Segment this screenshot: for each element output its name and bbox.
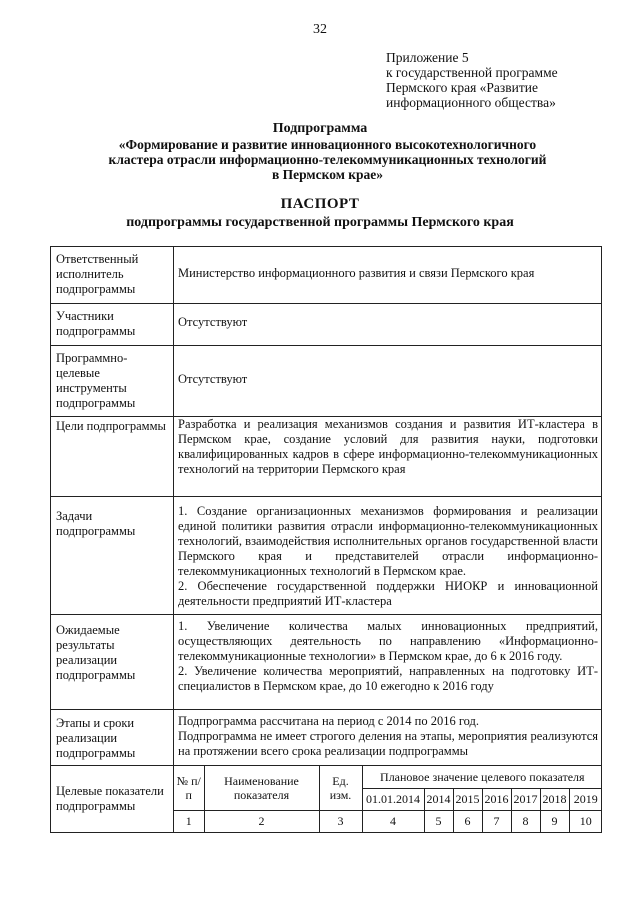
subprogram-title-line: «Формирование и развитие инновационного высокотехнологичного <box>118 137 537 152</box>
label-line: Задачи <box>56 509 93 523</box>
year-header: 2017 <box>511 788 540 810</box>
expected-value <box>174 615 602 710</box>
label-line: Программно- <box>56 351 128 365</box>
label-line: результаты <box>56 638 115 652</box>
instruments-value: Отсутствуют <box>174 346 602 417</box>
indicators-cell <box>174 766 602 833</box>
header-name: Наименование показателя <box>204 766 319 810</box>
column-number: 3 <box>319 810 362 832</box>
row-indicators <box>51 766 602 833</box>
column-number: 10 <box>569 810 602 832</box>
appendix-line: к государственной программе <box>386 65 558 80</box>
label-line: инструменты <box>56 381 127 395</box>
appendix-line: информационного общества» <box>386 95 556 110</box>
subprogram-title-line: кластера отрасли информационно-телекоммуникационных технологий <box>108 152 547 167</box>
goals-label: Цели подпрограммы <box>51 417 174 497</box>
label-line: Ответственный <box>56 252 139 266</box>
appendix-line: Пермского края «Развитие <box>386 80 538 95</box>
column-number: 7 <box>482 810 511 832</box>
subprogram-heading: Подпрограмма <box>272 121 368 136</box>
column-number: 2 <box>204 810 319 832</box>
row-label <box>51 766 174 833</box>
tasks-value <box>174 497 602 615</box>
stages-line: Подпрограмма не имеет строгого деления на этапы, мероприятия реализуются на протяжении всего срока реализации подпрограммы <box>178 729 598 758</box>
label-line: Этапы и сроки <box>56 716 135 730</box>
column-number: 8 <box>511 810 540 832</box>
label-line: подпрограммы <box>56 396 136 410</box>
passport-subtitle: подпрограммы государственной программы Пермского края <box>126 215 514 230</box>
row-label <box>51 710 174 766</box>
row-tasks <box>51 497 602 615</box>
column-number: 9 <box>540 810 569 832</box>
label-line: подпрограммы <box>56 524 136 538</box>
label-line: подпрограммы <box>56 746 136 760</box>
row-expected <box>51 615 602 710</box>
year-header: 2016 <box>482 788 511 810</box>
column-number: 6 <box>453 810 482 832</box>
row-label <box>51 615 174 710</box>
stages-value <box>174 710 602 766</box>
row-label <box>51 247 174 304</box>
passport-table <box>50 246 602 833</box>
label-line: подпрограммы <box>56 324 136 338</box>
column-number: 4 <box>362 810 424 832</box>
label-line: Целевые показатели <box>56 784 164 798</box>
task-item: 1. Создание организационных механизмов формирования и реализации единой политики развития отрасли информационно-телекоммуникационных технологий, взаимодействия исполнительных органов государственной власти Пермского края и представителей отрасли информационно-телекоммуникационных технологий в Пермском крае. <box>178 504 598 578</box>
page-number: 32 <box>313 22 327 37</box>
expected-item: 1. Увеличение количества малых инновационных предприятий, осуществляющих деятельность по направлению «Информационно-телекоммуникационные технологии» в Пермском крае, до 6 к 2016 году. <box>178 619 598 663</box>
subprogram-title-line: в Пермском крае» <box>271 167 384 182</box>
year-header: 2019 <box>569 788 602 810</box>
row-responsible <box>51 247 602 304</box>
label-line: подпрограммы <box>56 282 136 296</box>
task-item: 2. Обеспечение государственной поддержки НИОКР и инновационной деятельности предприятий ИТ-кластера <box>178 579 598 608</box>
indicators-table <box>174 766 602 832</box>
appendix-line: Приложение 5 <box>386 50 469 65</box>
label-line: подпрограммы <box>56 799 136 813</box>
row-participants <box>51 304 602 346</box>
goals-value: Разработка и реализация механизмов создания и развития ИТ-кластера в Пермском крае, создание условий для развития науки, подготовки квалифицированных кадров в сфере информационно-телекоммуникационных технологий на территории Пермского края <box>174 417 602 497</box>
row-goals <box>51 417 602 497</box>
passport-heading: ПАСПОРТ <box>280 196 360 212</box>
header-unit: Ед. изм. <box>319 766 362 810</box>
year-header: 01.01.2014 <box>362 788 424 810</box>
row-label <box>51 497 174 615</box>
header-num: № п/п <box>174 766 204 810</box>
row-label <box>51 346 174 417</box>
label-line: подпрограммы <box>56 668 136 682</box>
appendix-note <box>386 50 606 110</box>
label-line: реализации <box>56 653 118 667</box>
year-header: 2014 <box>424 788 453 810</box>
row-stages <box>51 710 602 766</box>
label-line: исполнитель <box>56 267 124 281</box>
stages-line: Подпрограмма рассчитана на период с 2014 по 2016 год. <box>178 714 480 728</box>
row-instruments <box>51 346 602 417</box>
column-number: 1 <box>174 810 204 832</box>
column-number: 5 <box>424 810 453 832</box>
participants-value: Отсутствуют <box>174 304 602 346</box>
header-planned: Плановое значение целевого показателя <box>362 766 602 788</box>
label-line: реализации <box>56 731 118 745</box>
year-header: 2015 <box>453 788 482 810</box>
expected-item: 2. Увеличение количества мероприятий, направленных на подготовку ИТ-специалистов в Пермском крае, до 10 ежегодно к 2016 году <box>178 664 598 693</box>
subprogram-title <box>60 137 595 182</box>
responsible-value: Министерство информационного развития и связи Пермского края <box>174 247 602 304</box>
label-line: целевые <box>56 366 100 380</box>
label-line: Участники <box>56 309 114 323</box>
year-header: 2018 <box>540 788 569 810</box>
label-line: Ожидаемые <box>56 623 120 637</box>
row-label <box>51 304 174 346</box>
